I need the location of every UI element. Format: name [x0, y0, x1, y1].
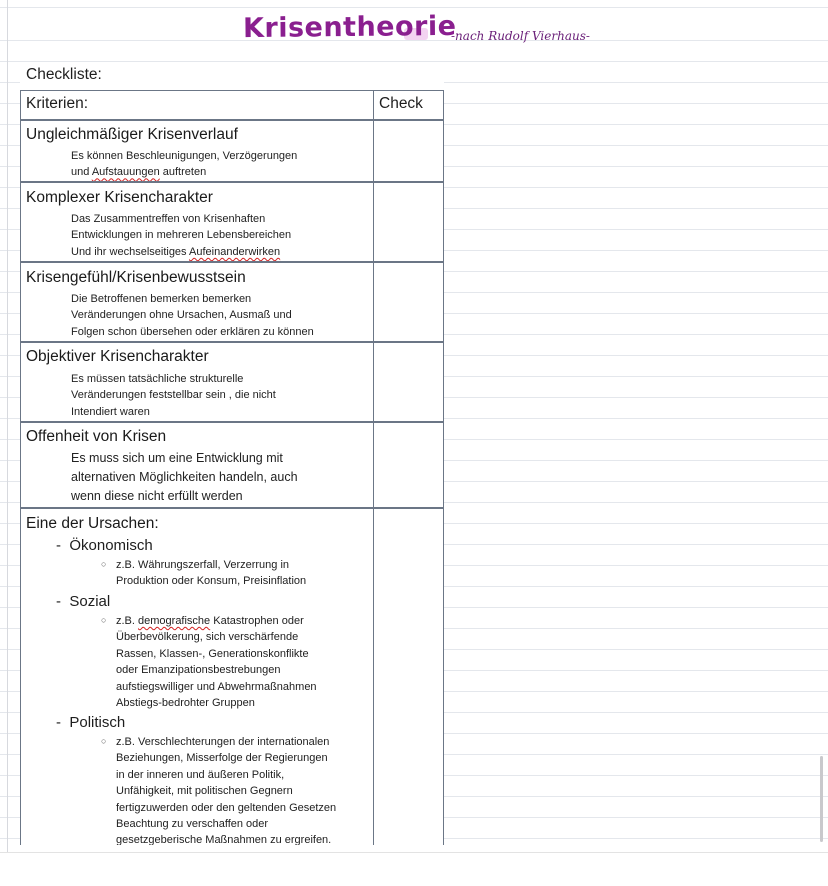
causes-title: Eine der Ursachen: [26, 515, 159, 532]
sub-bullet-icon: ○ [101, 615, 107, 625]
row-divider [21, 341, 443, 343]
criteria-table [20, 90, 444, 845]
page-margin-rule [7, 0, 8, 852]
row-divider [21, 261, 443, 263]
row-divider [21, 507, 443, 509]
cause-group-political: - Politisch [56, 714, 126, 731]
criterion-title: Krisengefühl/Krisenbewusstsein [26, 269, 246, 286]
cause-group-social: - Sozial [56, 593, 111, 610]
cause-group-economic: - Ökonomisch [56, 537, 153, 554]
cause-details: z.B. Währungszerfall, Verzerrung in Produktion oder Konsum, Preisinflation [116, 559, 307, 588]
row-divider [21, 421, 443, 423]
vertical-scrollbar[interactable] [820, 756, 823, 842]
page-title: Krisentheorie [242, 10, 457, 45]
criterion-description: Die Betroffenen bemerken bemerken Veränderungen ohne Ursachen, Ausmaß und Folgen schon übersehen oder erklären zu können [71, 293, 314, 338]
page-subtitle: -nach Rudolf Vierhaus- [451, 29, 590, 43]
cause-details: z.B. demografische Katastrophen oder Überbevölkerung, sich verschärfende Rassen, Klassen-, Generationskonflikte oder Emanzipationsbestrebungen aufstiegswilliger und Abwehrmaßnahmen Abstiegs-bedrohter Gruppen [116, 615, 317, 710]
sub-bullet-icon: ○ [101, 559, 107, 569]
cause-details: z.B. Verschlechterungen der internationalen Beziehungen, Misserfolge der Regierungen in der inneren und äußeren Politik, Unfähigkeit, mit politischen Gegnern fertigzuwerden oder den geltenden Gesetzen Beachtung zu verschaffen oder gesetzgeberische Maßnahmen zu ergreifen. [116, 736, 337, 845]
pasted-document [20, 64, 444, 845]
criterion-title: Offenheit von Krisen [26, 428, 167, 445]
row-divider [21, 181, 443, 183]
criterion-title: Ungleichmäßiger Krisenverlauf [26, 126, 238, 143]
sub-bullet-icon: ○ [101, 736, 107, 746]
criterion-title: Komplexer Krisencharakter [26, 189, 213, 206]
criterion-title: Objektiver Krisencharakter [26, 348, 209, 365]
checklist-label: Checkliste: [26, 66, 102, 83]
criterion-description: Es können Beschleunigungen, Verzögerungen und Aufstauungen auftreten [71, 150, 298, 179]
criterion-description: Es muss sich um eine Entwicklung mit alternativen Möglichkeiten handeln, auch wenn diese nicht erfüllt werden [71, 451, 298, 503]
check-column-divider [373, 91, 374, 845]
criterion-description: Das Zusammentreffen von Krisenhaften Entwicklungen in mehreren Lebensbereichen Und ihr wechselseitiges Aufeinanderwirken [71, 213, 292, 258]
criterion-description: Es müssen tatsächliche strukturelle Veränderungen feststellbar sein , die nicht Intendiert waren [71, 373, 276, 418]
header-criteria: Kriterien: [26, 95, 89, 112]
page-bottom-area [0, 852, 828, 886]
row-divider [21, 119, 443, 121]
header-check: Check [379, 95, 423, 112]
